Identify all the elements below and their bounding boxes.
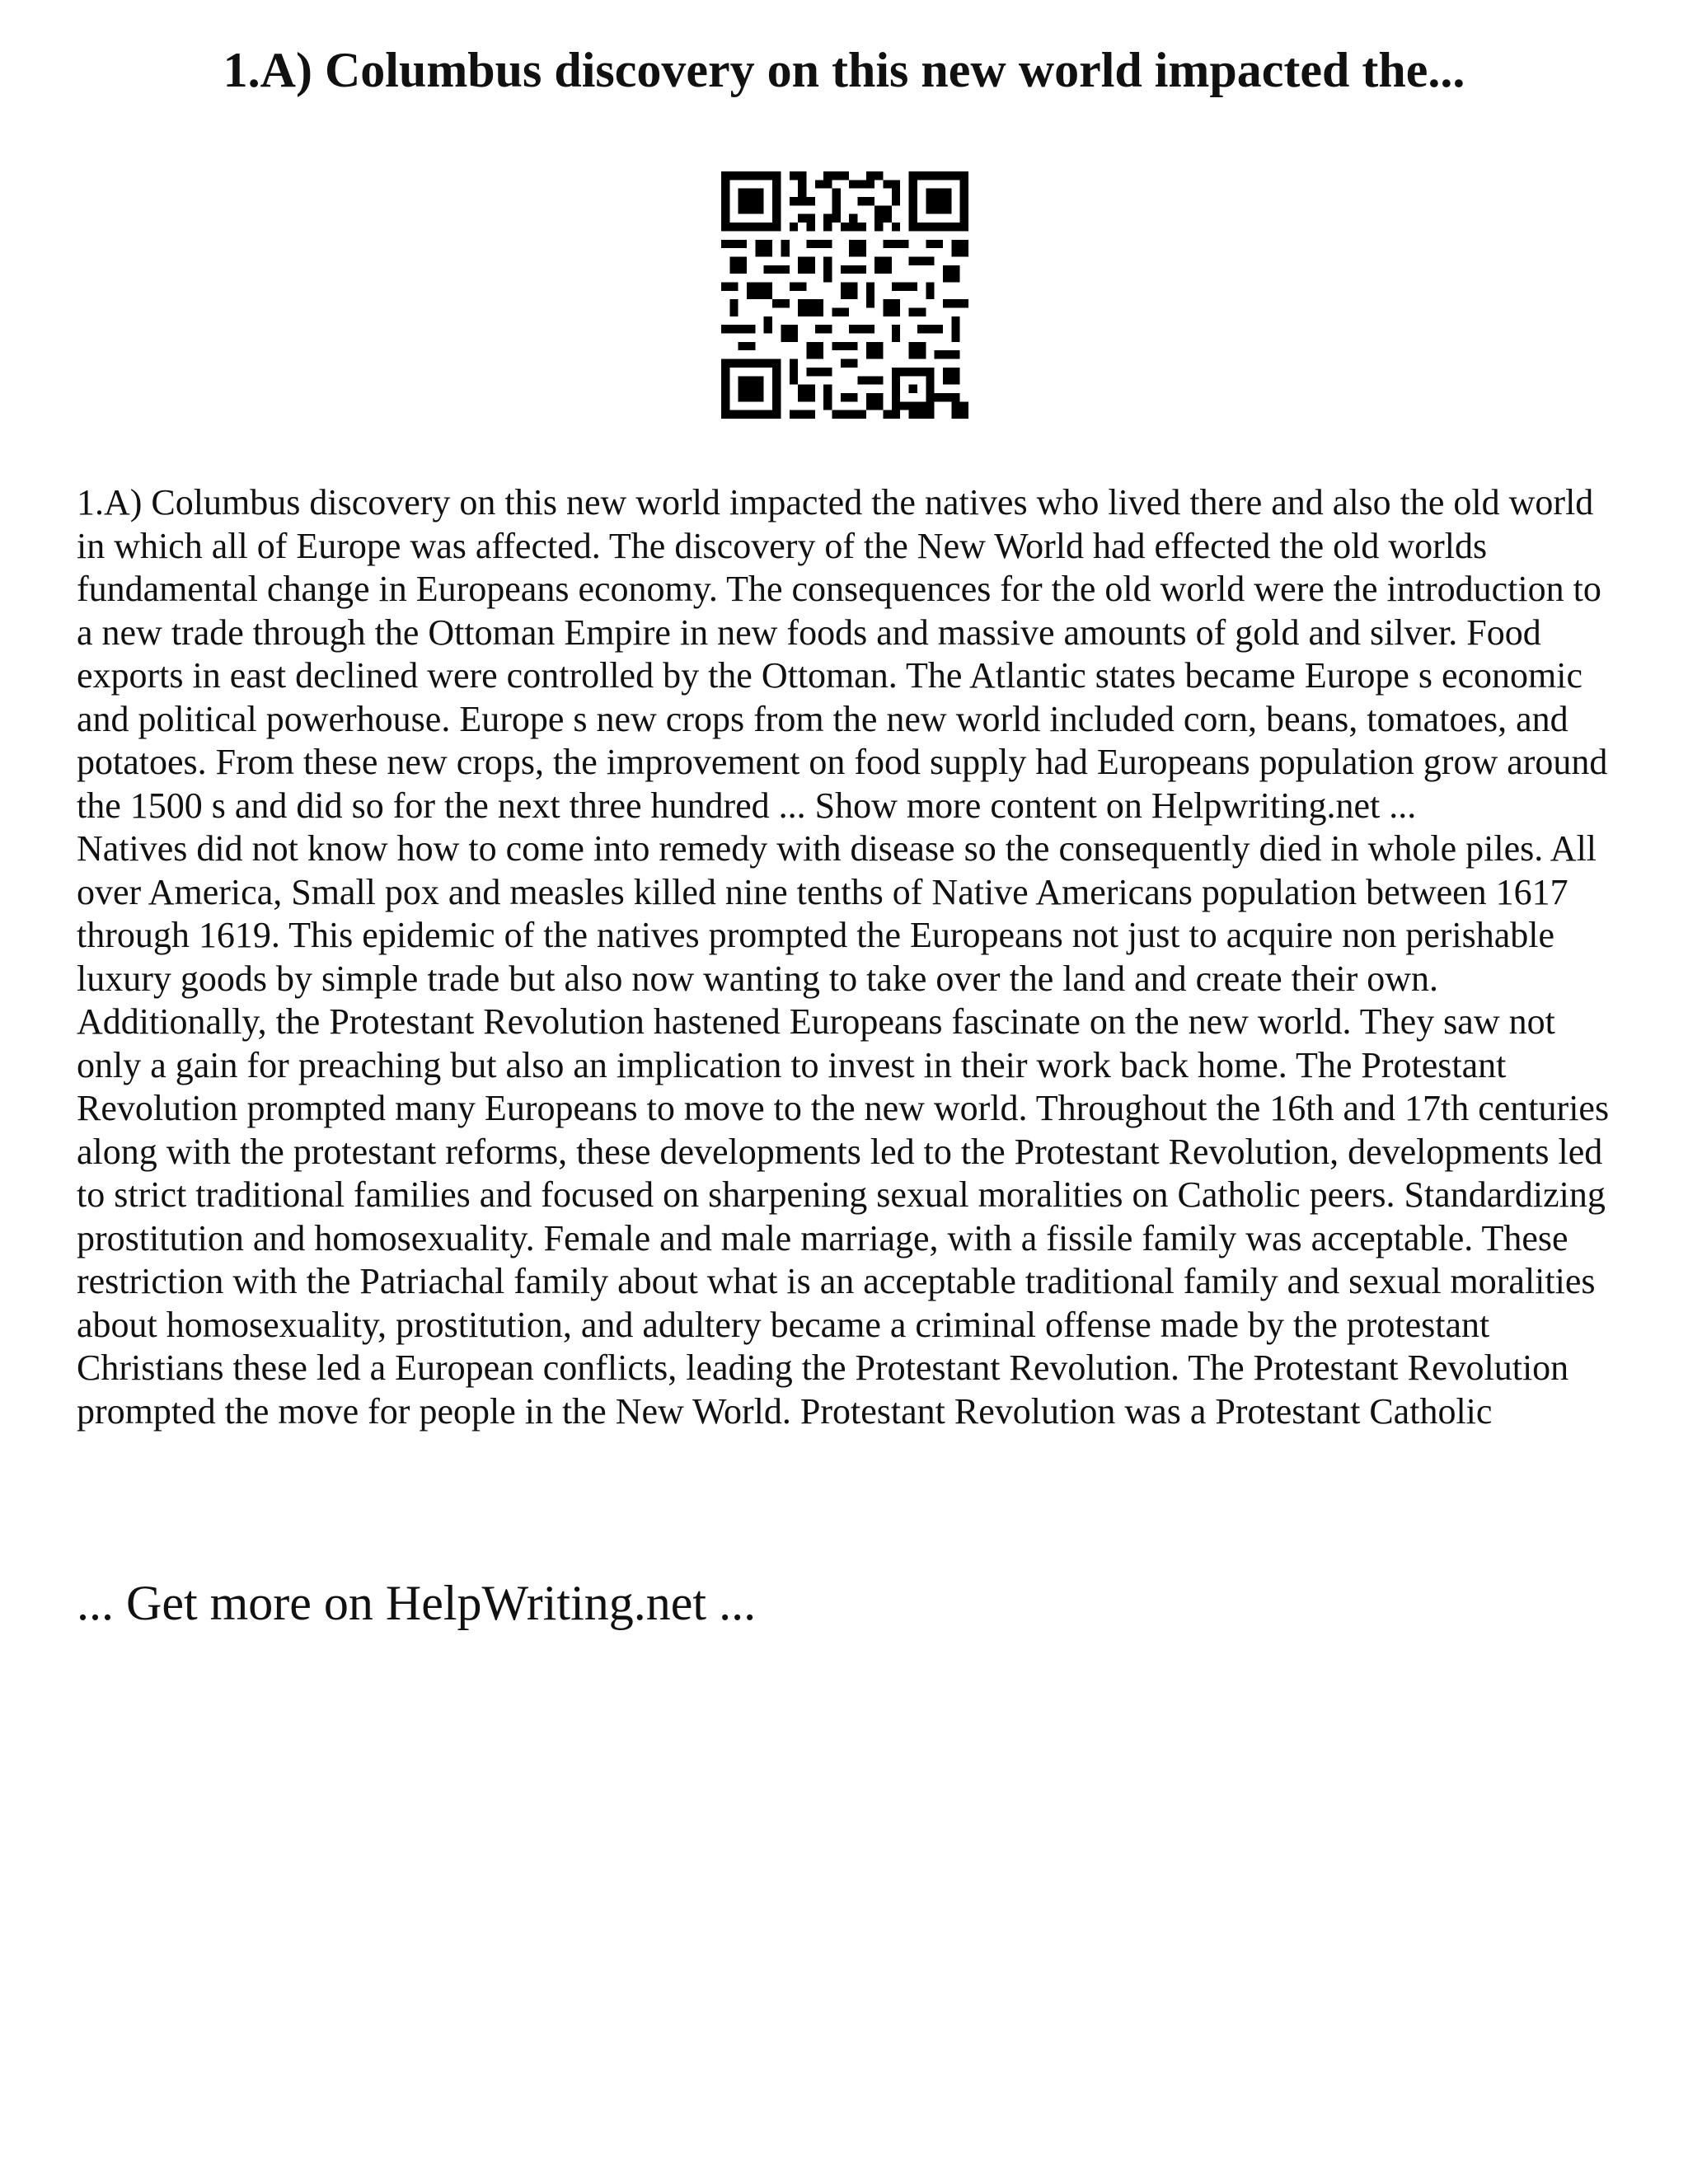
paragraph: 1.A) Columbus discovery on this new world impacted the natives who lived there and also the old world in which all of Europe was affected. The discovery of the New World had effected the old worlds fundamental change in Europeans economy. The consequences for the old world were the introduction to a new trade through the Ottoman Empire in new foods and massive amounts of gold and silver. Food exports in east declined were controlled by the Ottoman. The Atlantic states became Europe s economic and political powerhouse. Europe s new crops from the new world included corn, beans, tomatoes, and potatoes. From these new crops, the improvement on food supply had Europeans population grow around the 1500 s and did so for the next three hundred ... Show more content on Helpwriting.net ... bbox=[77, 482, 1608, 826]
paragraph: Natives did not know how to come into remedy with disease so the consequently died in whole piles. All over America, Small pox and measles killed nine tenths of Native Americans population between 1617 through 1619. This epidemic of the natives prompted the Europeans not just to acquire non perishable luxury goods by simple trade but also now wanting to take over the land and create their own. Additionally, the Protestant Revolution hastened Europeans fascinate on the new world. They saw not only a gain for preaching but also an implication to invest in their work back home. The Protestant Revolution prompted many Europeans to move to the new world. Throughout the 16th and 17th centuries along with the protestant reforms, these developments led to the Protestant Revolution, developments led to strict traditional families and focused on sharpening sexual moralities on Catholic peers. Standardizing prostitution and homosexuality. Female and male marriage, with a fissile family was acceptable. These restriction with the Patriachal family about what is an acceptable traditional family and sexual moralities about homosexuality, prostitution, and adultery became a criminal offense made by the protestant Christians these led a European conflicts, leading the Protestant Revolution. The Protestant Revolution prompted the move for people in the New World. Protestant Revolution was a Protestant Catholic bbox=[77, 828, 1610, 1432]
get-more-link[interactable]: ... Get more on HelpWriting.net ... bbox=[77, 1576, 757, 1630]
document-body bbox=[77, 481, 1626, 1433]
qr-code-icon[interactable] bbox=[721, 171, 968, 419]
page-title: 1.A) Columbus discovery on this new world impacted the... bbox=[223, 43, 1465, 97]
